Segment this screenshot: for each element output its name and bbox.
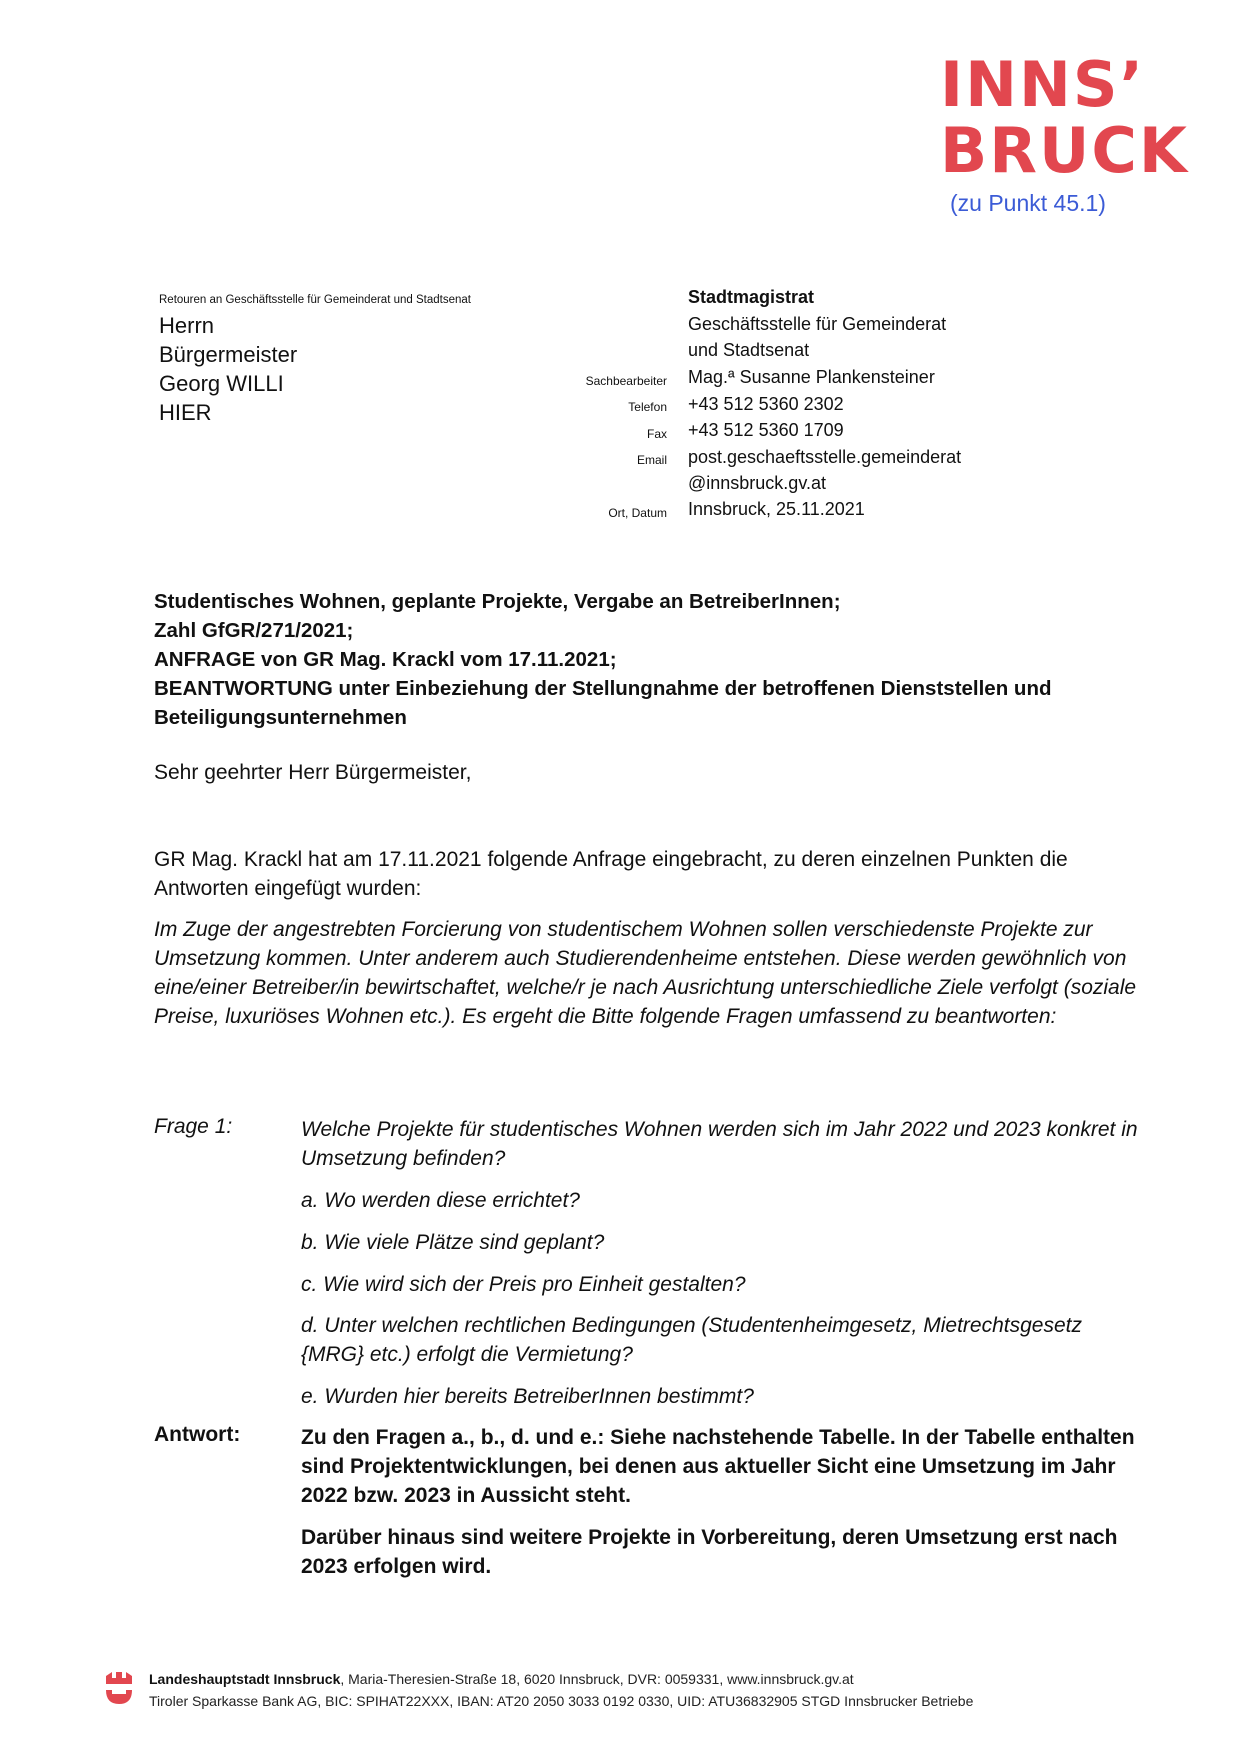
subject-line: BEANTWORTUNG unter Einbeziehung der Stellungnahme der betroffenen Dienststellen und Beteiligungsunternehmen	[154, 677, 1052, 729]
question-1-sub-a: a. Wo werden diese errichtet?	[301, 1189, 580, 1212]
question-1-sub-b: b. Wie viele Plätze sind geplant?	[301, 1231, 605, 1254]
subject-line: ANFRAGE von GR Mag. Krackl vom 17.11.2021;	[154, 648, 617, 671]
recipient-line: Bürgermeister	[159, 342, 298, 367]
return-note: Retouren an Geschäftsstelle für Gemeinderat und Stadtsenat	[159, 294, 471, 306]
recipient-line: HIER	[159, 400, 212, 425]
recipient-address	[159, 311, 297, 427]
subject-block	[154, 587, 1114, 732]
city-emblem-icon	[104, 1670, 134, 1706]
answer-1-paragraph-2: Darüber hinaus sind weitere Projekte in Vorbereitung, deren Umsetzung erst nach 2023 erfolgen wird.	[301, 1526, 1118, 1578]
clerk-name: Mag.ª Susanne Plankensteiner	[688, 367, 935, 387]
email-line-2: @innsbruck.gv.at	[688, 473, 826, 493]
email-label: Email	[636, 453, 667, 467]
question-1-sub-d: d. Unter welchen rechtlichen Bedingungen (Studentenheimgesetz, Mietrechtsgesetz {MRG} etc.) erfolgt die Vermietung?	[301, 1314, 1082, 1366]
phone-number: +43 512 5360 2302	[688, 394, 844, 414]
date-label: Ort, Datum	[608, 506, 667, 520]
footer-address: , Maria-Theresien-Straße 18, 6020 Innsbruck, DVR: 0059331, www.innsbruck.gv.at	[340, 1671, 854, 1687]
email-line-1: post.geschaeftsstelle.gemeinderat	[688, 447, 962, 467]
question-1-text: Welche Projekte für studentisches Wohnen werden sich im Jahr 2022 und 2023 konkret in Umsetzung befinden?	[301, 1118, 1138, 1170]
recipient-line: Herrn	[159, 313, 215, 338]
subject-line: Studentisches Wohnen, geplante Projekte, Vergabe an BetreiberInnen;	[154, 590, 841, 613]
recipient-line: Georg WILLI	[159, 371, 284, 396]
logo-line-1: INNS’	[940, 48, 1146, 121]
question-1-sub-e: e. Wurden hier bereits BetreiberInnen bestimmt?	[301, 1385, 754, 1408]
sender-department-line-1: Geschäftsstelle für Gemeinderat	[688, 314, 947, 334]
place-date: Innsbruck, 25.11.2021	[688, 499, 865, 519]
intro-paragraph: GR Mag. Krackl hat am 17.11.2021 folgende Anfrage eingebracht, zu deren einzelnen Punkten die Antworten eingefügt wurden:	[154, 848, 1068, 900]
question-1-sub-c: c. Wie wird sich der Preis pro Einheit gestalten?	[301, 1273, 746, 1296]
footer-line-2: Tiroler Sparkasse Bank AG, BIC: SPIHAT22XXX, IBAN: AT20 2050 3033 0192 0330, UID: ATU36832905 STGD Innsbrucker Betriebe	[149, 1693, 974, 1709]
footer-org: Landeshauptstadt Innsbruck	[149, 1671, 341, 1687]
innsbruck-logo	[940, 48, 1200, 187]
sender-department-line-2: und Stadtsenat	[688, 340, 810, 360]
sender-title: Stadtmagistrat	[688, 287, 815, 307]
logo-line-2: BRUCK	[940, 114, 1189, 187]
clerk-label: Sachbearbeiter	[585, 374, 667, 388]
answer-1-label: Antwort:	[154, 1423, 241, 1446]
answer-1-paragraph-1: Zu den Fragen a., b., d. und e.: Siehe nachstehende Tabelle. In der Tabelle enthalten sind Projektentwicklungen, bei denen aus aktueller Sicht eine Umsetzung im Jahr 2022 bzw. 2023 in Aussicht steht.	[301, 1426, 1135, 1507]
inquiry-quote: Im Zuge der angestrebten Forcierung von studentischem Wohnen sollen verschiedenste Projekte zur Umsetzung kommen. Unter anderem auch Studierendenheime entstehen. Diese werden gewöhnlich von eine/einer Betreiber/in bewirtschaftet, welche/r je nach Ausrichtung unterschiedliche Ziele verfolgt (soziale Preise, luxuriöses Wohnen etc.). Es ergeht die Bitte folgende Fragen umfassend zu beantworten:	[154, 918, 1137, 1028]
reference-note: (zu Punkt 45.1)	[950, 190, 1106, 216]
question-1-label: Frage 1:	[154, 1115, 233, 1138]
footer-line-1	[149, 1668, 973, 1690]
footer	[149, 1668, 973, 1712]
salutation: Sehr geehrter Herr Bürgermeister,	[154, 761, 472, 784]
phone-label: Telefon	[628, 400, 667, 414]
fax-label: Fax	[646, 427, 667, 441]
fax-number: +43 512 5360 1709	[688, 420, 844, 440]
subject-line: Zahl GfGR/271/2021;	[154, 619, 354, 642]
